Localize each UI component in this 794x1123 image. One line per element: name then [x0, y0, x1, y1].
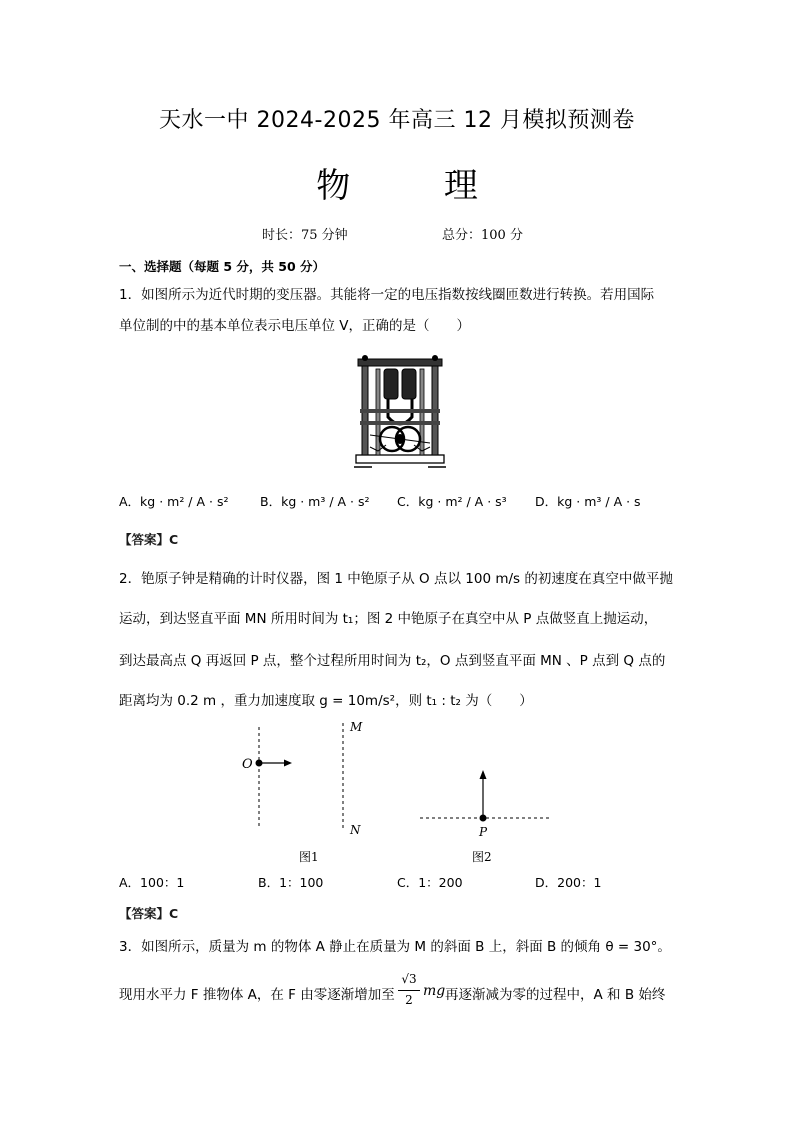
q2-figures — [230, 715, 560, 865]
point-p — [480, 815, 487, 822]
q1-text-line2: 单位制的中的基本单位表示电压单位 V，正确的是（ ） — [119, 318, 471, 334]
label-n: N — [350, 823, 361, 837]
q2-option-a[interactable]: A．100：1 — [119, 875, 185, 890]
exam-total-score: 总分：100 分 — [442, 228, 523, 243]
subject-title — [0, 158, 794, 207]
q1-option-c[interactable]: C．kg · m² / A · s³ — [397, 494, 507, 509]
caption-fig1: 图1 — [299, 850, 319, 864]
q3-text-line2-pre: 现用水平力 F 推物体 A，在 F 由零逐渐增加至 — [119, 987, 395, 1003]
q2-text-line4: 距离均为 0.2 m ，重力加速度取 g = 10m/s²，则 t₁ : t₂ 为（ ） — [119, 693, 533, 709]
upward-arrow — [480, 770, 487, 779]
q2-text-line1: 2．铯原子钟是精确的计时仪器，图 1 中铯原子从 O 点以 100 m/s 的初速度在真空中做平抛 — [119, 571, 673, 587]
label-m: M — [350, 720, 363, 734]
q1-option-d[interactable]: D．kg · m³ / A · s — [535, 494, 641, 509]
q2-text-line2: 运动，到达竖直平面 MN 所用时间为 t₁；图 2 中铯原子在真空中从 P 点做竖直上抛运动， — [119, 611, 658, 627]
section-heading: 一、选择题（每题 5 分，共 50 分） — [119, 259, 326, 274]
q2-text-line3: 到达最高点 Q 再返回 P 点，整个过程所用时间为 t₂，O 点到竖直平面 MN 、P 点到 Q 点的 — [119, 653, 666, 669]
q1-answer: 【答案】C — [119, 532, 179, 547]
label-o: O — [242, 757, 253, 772]
q3-text-line1: 3．如图所示，质量为 m 的物体 A 静止在质量为 M 的斜面 B 上，斜面 B 的倾角 θ = 30°。 — [119, 939, 671, 955]
q3-frac-numerator: √3 — [401, 972, 417, 986]
q1-text-line1: 1．如图所示为近代时期的变压器。其能将一定的电压指数按线圈匝数进行转换。若用国际 — [119, 287, 655, 303]
q1-option-a[interactable]: A．kg · m² / A · s² — [119, 494, 229, 509]
q2-option-d[interactable]: D．200：1 — [535, 875, 602, 890]
q2-answer: 【答案】C — [119, 906, 179, 921]
q3-text-line2-post: 再逐渐减为零的过程中，A 和 B 始终 — [445, 987, 666, 1003]
q1-option-b[interactable]: B．kg · m³ / A · s² — [260, 494, 370, 509]
subject-char-2: 理 — [443, 166, 478, 206]
q2-option-c[interactable]: C．1：200 — [397, 875, 463, 890]
point-o — [256, 760, 263, 767]
exam-duration: 时长：75 分钟 — [262, 228, 348, 243]
q3-frac-bar — [398, 990, 420, 991]
label-p: P — [479, 825, 488, 839]
velocity-arrow — [284, 760, 292, 767]
q3-frac-denominator: 2 — [405, 993, 413, 1007]
exam-title: 天水一中 2024-2025 年高三 12 月模拟预测卷 — [159, 108, 635, 133]
subject-char-1: 物 — [316, 166, 351, 206]
q3-frac-variable: mg — [423, 983, 446, 999]
caption-fig2: 图2 — [472, 850, 492, 864]
q2-option-b[interactable]: B．1：100 — [258, 875, 324, 890]
transformer-figure — [350, 355, 450, 473]
